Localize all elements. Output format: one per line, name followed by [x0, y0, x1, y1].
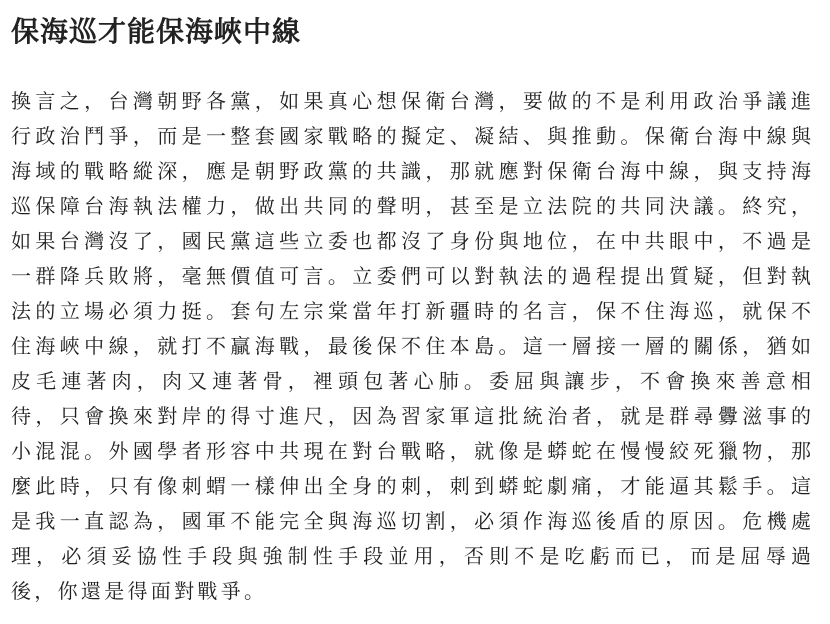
body-line: 理，必須妥協性手段與強制性手段並用，否則不是吃虧而已，而是屈辱過: [11, 544, 811, 568]
body-line: 一群降兵敗將，毫無價值可言。立委們可以對執法的過程提出質疑，但對執: [11, 264, 811, 288]
body-line: 後，你還是得面對戰爭。: [11, 579, 268, 603]
article: [11, 0, 811, 609]
article-body: [11, 50, 811, 609]
body-line: 海域的戰略縱深，應是朝野政黨的共識，那就應對保衛台海中線，與支持海: [11, 159, 811, 183]
body-line: 住海峽中線，就打不贏海戰，最後保不住本島。這一層接一層的關係，猶如: [11, 334, 811, 358]
body-line: 是我一直認為，國軍不能完全與海巡切割，必須作海巡後盾的原因。危機處: [11, 509, 811, 533]
body-line: 小混混。外國學者形容中共現在對台戰略，就像是蟒蛇在慢慢絞死獵物，那: [11, 439, 811, 463]
body-line: 麼此時，只有像刺蝟一樣伸出全身的刺，刺到蟒蛇劇痛，才能逼其鬆手。這: [11, 474, 811, 498]
body-line: 換言之，台灣朝野各黨，如果真心想保衛台灣，要做的不是利用政治爭議進: [11, 89, 811, 113]
body-line: 皮毛連著肉，肉又連著骨，裡頭包著心肺。委屈與讓步，不會換來善意相: [11, 369, 811, 393]
body-line: 待，只會換來對岸的得寸進尺，因為習家軍這批統治者，就是群尋釁滋事的: [11, 404, 811, 428]
body-line: 巡保障台海執法權力，做出共同的聲明，甚至是立法院的共同決議。終究，: [11, 194, 811, 218]
body-line: 法的立場必須力挺。套句左宗棠當年打新疆時的名言，保不住海巡，就保不: [11, 299, 811, 323]
article-title: 保海巡才能保海峽中線: [11, 15, 302, 48]
body-line: 如果台灣沒了，國民黨這些立委也都沒了身份與地位，在中共眼中，不過是: [11, 229, 811, 253]
body-line: 行政治鬥爭，而是一整套國家戰略的擬定、凝結、與推動。保衛台海中線與: [11, 124, 811, 148]
